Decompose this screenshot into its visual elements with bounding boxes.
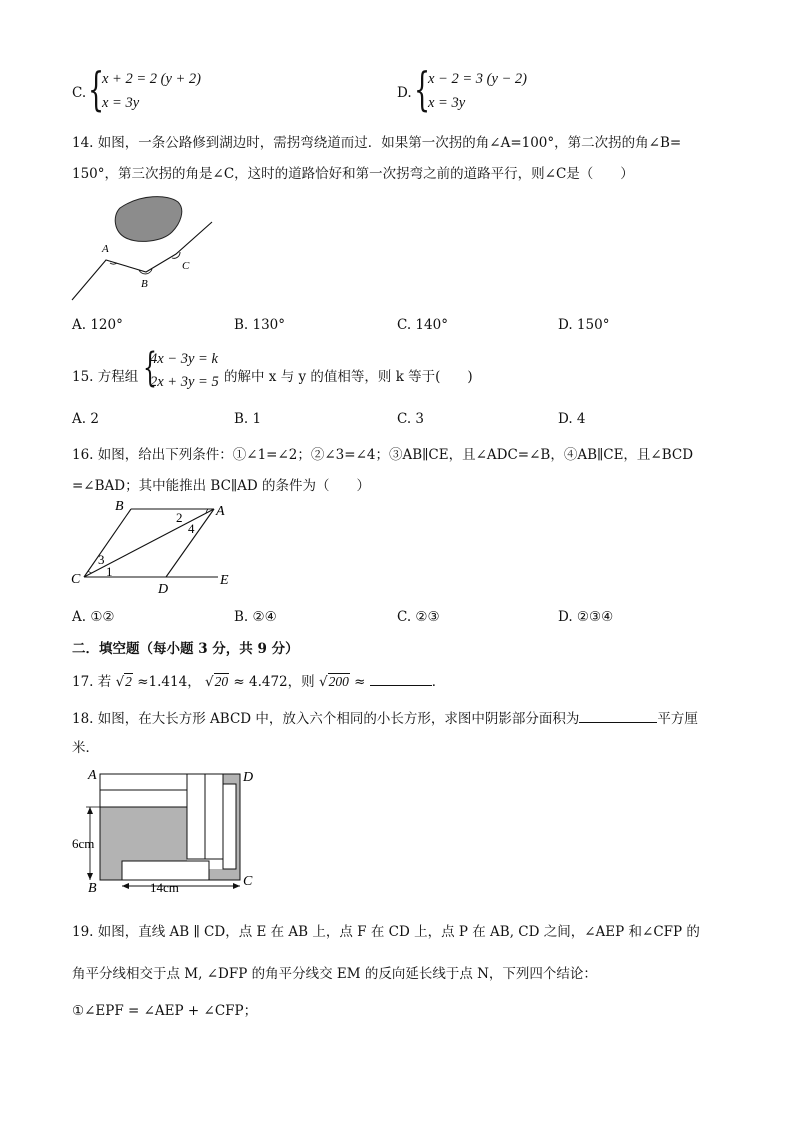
label-c: C <box>243 874 253 889</box>
q18-unit: 平方厘 <box>657 711 698 727</box>
label-angle-4: 4 <box>188 521 195 536</box>
q17-answer-blank[interactable] <box>370 673 432 686</box>
q14-option-c[interactable]: C. 140° <box>397 317 448 333</box>
q13-c-eq1: x + 2 = 2 (y + 2) <box>102 71 202 87</box>
q15-eq2: 2x + 3y = 5 <box>150 374 219 390</box>
q17-approx: ≈ <box>354 674 366 690</box>
q14-text-line1: 14. 如图，一条公路修到湖边时，需拐弯绕道而过．如果第一次拐的角∠A=100°，第二次拐的角∠B= <box>72 135 682 151</box>
q15-eq1: 4x − 3y = k <box>150 351 218 367</box>
q16-text-line1: 16. 如图，给出下列条件：①∠1=∠2；②∠3=∠4；③AB∥CE，且∠ADC=∠B，④AB∥CE，且∠BCD <box>72 447 694 463</box>
q19-text-line3: ①∠EPF = ∠AEP + ∠CFP； <box>72 1003 258 1019</box>
q13-c-brace: { <box>88 62 105 116</box>
label-c: C <box>182 260 190 272</box>
small-rect-3 <box>187 774 205 859</box>
q15-option-d[interactable]: D. 4 <box>558 411 586 427</box>
q17-end: ． <box>431 674 446 690</box>
q18-text-line2: 米． <box>72 740 99 756</box>
q14-option-d[interactable]: D. 150° <box>558 317 610 333</box>
q15-option-a[interactable]: A. 2 <box>72 411 99 427</box>
q16-option-b[interactable]: B. ②④ <box>234 609 277 625</box>
q17-value-2: ≈ 4.472 <box>233 674 288 690</box>
label-d: D <box>158 582 169 596</box>
q19-text-line2: 角平分线相交于点 M, ∠DFP 的角平分线交 EM 的反向延长线于点 N，下列四个结论： <box>72 966 597 982</box>
label-a: A <box>216 504 225 519</box>
label-e: E <box>220 573 229 588</box>
label-14cm: 14cm <box>150 880 179 895</box>
label-c: C <box>71 572 81 587</box>
q16-option-c[interactable]: C. ②③ <box>397 609 440 625</box>
label-b: B <box>141 278 148 290</box>
label-b: B <box>88 881 97 896</box>
q17-line: 17. 若 √2 ≈1.414， √20 ≈ 4.472，则 √200 ≈ ． <box>72 674 446 690</box>
q13-d-eq2: x = 3y <box>428 95 466 111</box>
small-rect-1 <box>100 774 187 790</box>
q14-option-b[interactable]: B. 130° <box>234 317 286 333</box>
q16-option-d[interactable]: D. ②③④ <box>558 609 614 625</box>
q13-option-d-label: D. <box>397 85 412 101</box>
sqrt-20: √20 <box>204 674 229 690</box>
q16-parallelogram-figure <box>68 496 238 596</box>
label-6cm: 6cm <box>72 836 95 851</box>
sqrt-2: √2 <box>115 674 132 690</box>
angle-a-arc <box>110 263 117 264</box>
q17-prefix: 17. 若 <box>72 674 112 690</box>
q17-mid: ，则 <box>287 674 315 690</box>
q15-option-b[interactable]: B. 1 <box>234 411 262 427</box>
q16-option-a[interactable]: A. ①② <box>72 609 115 625</box>
q18-question: 18. 如图，在大长方形 ABCD 中，放入六个相同的小长方形，求图中阴影部分面积为 <box>72 711 580 727</box>
small-rect-2 <box>100 790 187 807</box>
small-rect-4 <box>205 774 223 859</box>
q14-option-a[interactable]: A. 120° <box>72 317 123 333</box>
q18-answer-blank[interactable] <box>579 710 657 723</box>
q15-prefix: 15. 方程组 <box>72 369 139 385</box>
q15-brace: { <box>143 345 157 391</box>
label-b: B <box>115 499 124 514</box>
q18-text-line1 <box>72 707 698 727</box>
q19-text-line1: 19. 如图，直线 AB ∥ CD，点 E 在 AB 上，点 F 在 CD 上，点 P 在 AB, CD 之间，∠AEP 和∠CFP 的 <box>72 924 700 940</box>
q14-text-line2: 150°，第三次拐的角是∠C，这时的道路恰好和第一次拐弯之前的道路平行，则∠C是（ ） <box>72 166 634 182</box>
q18-rectangle-figure <box>66 764 266 899</box>
q13-d-eq1: x − 2 = 3 (y − 2) <box>428 71 528 87</box>
label-a: A <box>102 243 109 255</box>
lake-shape <box>115 197 182 242</box>
q13-c-eq2: x = 3y <box>102 95 140 111</box>
sqrt-200: √200 <box>318 674 349 690</box>
label-a: A <box>88 768 97 783</box>
section-title: 二．填空题（每小题 3 分，共 9 分） <box>72 641 299 657</box>
q16-text-line2: =∠BAD；其中能推出 BC∥AD 的条件为（ ） <box>72 478 371 494</box>
q17-value-1: ≈1.414 <box>137 674 188 690</box>
q15-suffix: 的解中 x 与 y 的值相等，则 k 等于( ) <box>224 369 473 385</box>
q14-road-figure <box>68 190 218 305</box>
label-angle-2: 2 <box>176 510 183 525</box>
label-angle-1: 1 <box>106 564 113 579</box>
q15-option-c[interactable]: C. 3 <box>397 411 425 427</box>
q13-option-c-label: C. <box>72 85 87 101</box>
small-rect-6 <box>122 861 209 880</box>
label-d: D <box>243 770 254 785</box>
small-rect-5 <box>223 784 236 869</box>
label-angle-3: 3 <box>98 552 105 567</box>
q13-d-brace: { <box>414 62 431 116</box>
